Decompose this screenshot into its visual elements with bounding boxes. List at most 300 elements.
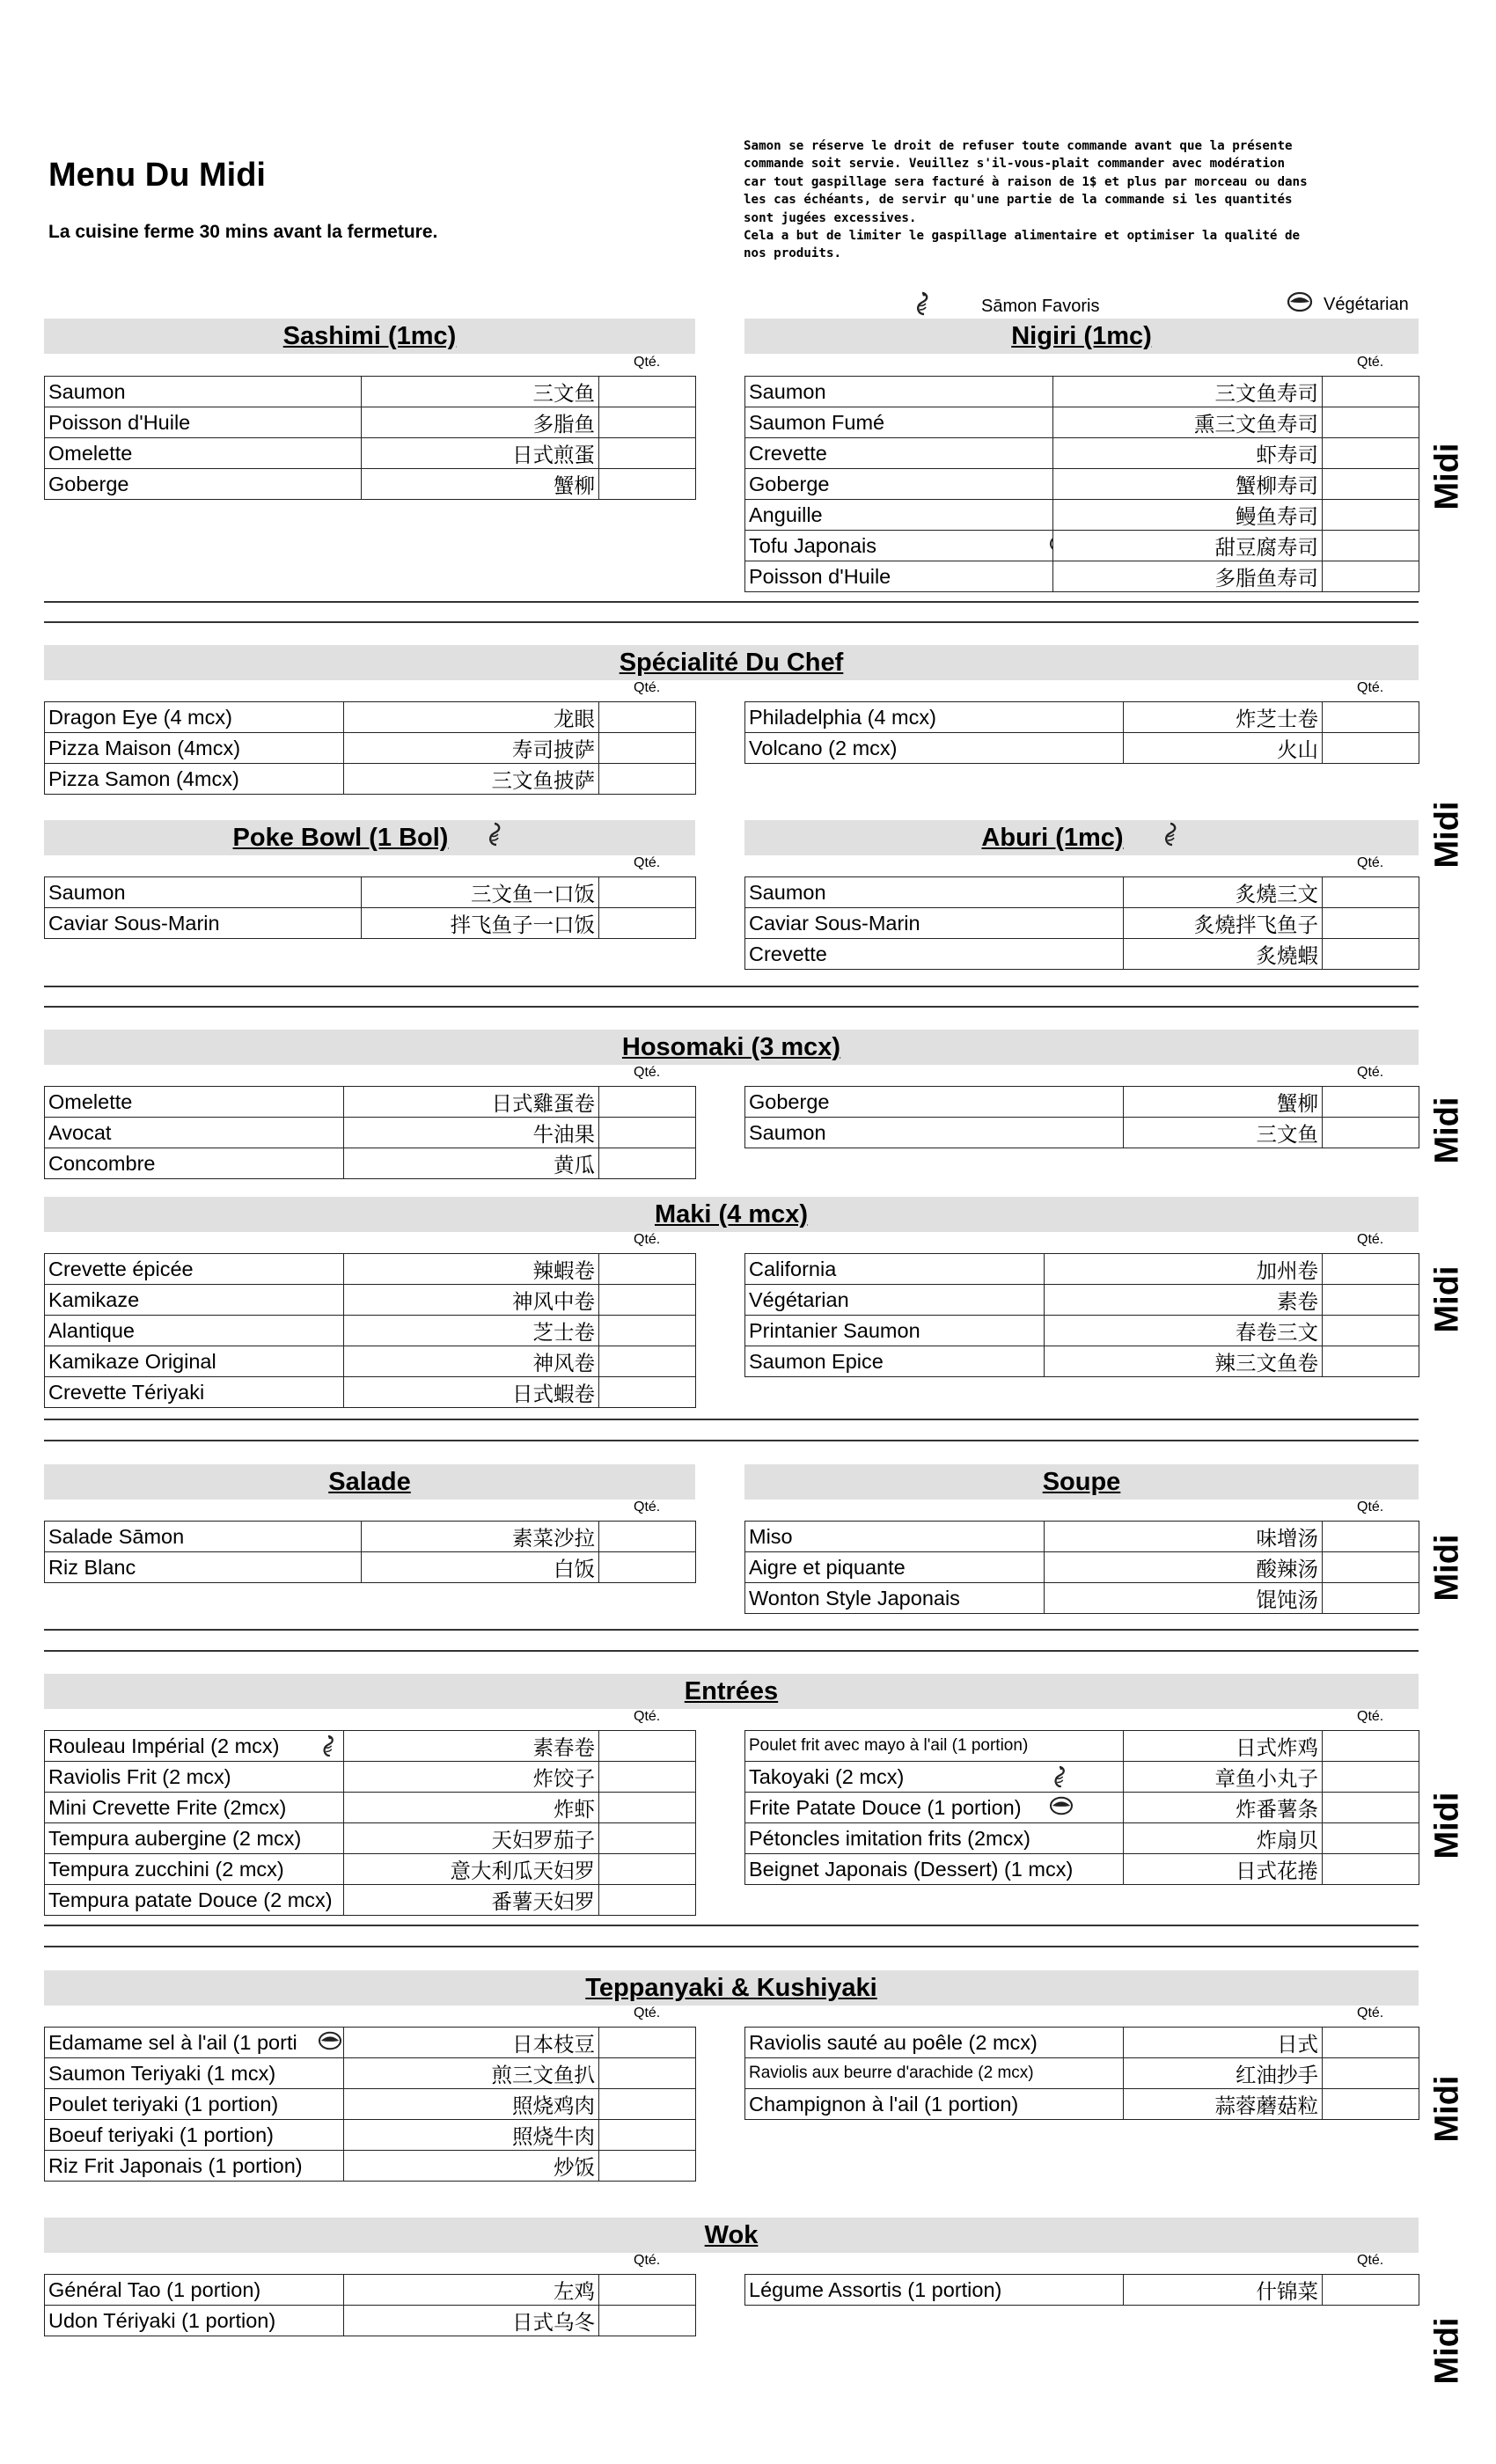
quantity-cell[interactable] bbox=[599, 469, 696, 500]
qty-column-label: Qté. bbox=[634, 2253, 661, 2268]
menu-item-name: Takoyaki (2 mcx) bbox=[749, 1764, 905, 1788]
menu-item-name: Concombre bbox=[48, 1151, 156, 1175]
menu-item-chinese-name: 甜豆腐寿司 bbox=[1053, 531, 1323, 561]
menu-item-name: Tempura aubergine (2 mcx) bbox=[48, 1826, 302, 1850]
menu-item-chinese-name: 牛油果 bbox=[344, 1118, 599, 1148]
menu-item-chinese-name: 日本枝豆 bbox=[344, 2028, 599, 2058]
quantity-cell[interactable] bbox=[1323, 2028, 1419, 2058]
divider bbox=[44, 621, 1419, 623]
menu-item-row bbox=[745, 1731, 1419, 1762]
menu-item-chinese-name: 炸虾 bbox=[344, 1793, 599, 1823]
qty-column-label: Qté. bbox=[634, 355, 661, 370]
menu-item-row bbox=[745, 1854, 1419, 1885]
menu-table bbox=[744, 2274, 1419, 2306]
menu-item-name: Boeuf teriyaki (1 portion) bbox=[48, 2123, 275, 2146]
menu-item-chinese-name: 炒饭 bbox=[344, 2151, 599, 2182]
menu-item-chinese-name: 蟹柳寿司 bbox=[1053, 469, 1323, 500]
quantity-cell[interactable] bbox=[1323, 2089, 1419, 2120]
side-label-midi: Midi bbox=[1428, 2075, 1466, 2143]
quantity-cell[interactable] bbox=[599, 1118, 696, 1148]
quantity-cell[interactable] bbox=[1323, 1522, 1419, 1552]
quantity-cell[interactable] bbox=[1323, 702, 1419, 733]
menu-item-name: Pétoncles imitation frits (2mcx) bbox=[749, 1826, 1030, 1850]
menu-item-row bbox=[45, 1254, 696, 1285]
menu-item-chinese-name: 照烧牛肉 bbox=[344, 2120, 599, 2151]
shrimp-icon bbox=[318, 1734, 339, 1762]
menu-item-name: Dragon Eye (4 mcx) bbox=[48, 705, 232, 729]
menu-item-chinese-name: 章鱼小丸子 bbox=[1124, 1762, 1323, 1793]
divider bbox=[44, 601, 1419, 603]
quantity-cell[interactable] bbox=[599, 908, 696, 939]
menu-item-name: Végétarian bbox=[749, 1287, 849, 1311]
section-sashimi: Sashimi (1mc) bbox=[44, 319, 695, 354]
quantity-cell[interactable] bbox=[1323, 500, 1419, 531]
menu-item-row bbox=[45, 2028, 696, 2058]
menu-item-row bbox=[745, 908, 1419, 939]
quantity-cell[interactable] bbox=[599, 1254, 696, 1285]
quantity-cell[interactable] bbox=[599, 702, 696, 733]
quantity-cell[interactable] bbox=[1323, 877, 1419, 908]
quantity-cell[interactable] bbox=[1323, 531, 1419, 561]
menu-item-row bbox=[45, 407, 696, 438]
menu-item-chinese-name: 日式雞蛋卷 bbox=[344, 1087, 599, 1118]
shrimp-icon bbox=[1159, 821, 1182, 854]
quantity-cell[interactable] bbox=[599, 2275, 696, 2306]
menu-item-chinese-name: 素春卷 bbox=[344, 1731, 599, 1762]
menu-item-name: Aigre et piquante bbox=[749, 1555, 906, 1579]
quantity-cell[interactable] bbox=[599, 407, 696, 438]
section-salade: Salade bbox=[44, 1464, 695, 1500]
qty-column-label: Qté. bbox=[634, 855, 661, 870]
quantity-cell[interactable] bbox=[1323, 1731, 1419, 1762]
quantity-cell[interactable] bbox=[1323, 1254, 1419, 1285]
quantity-cell[interactable] bbox=[1323, 1316, 1419, 1346]
menu-item-name: Omelette bbox=[48, 441, 133, 465]
menu-item-row bbox=[45, 438, 696, 469]
menu-item-name: Mini Crevette Frite (2mcx) bbox=[48, 1795, 287, 1819]
menu-item-chinese-name: 芝士卷 bbox=[344, 1316, 599, 1346]
menu-item-chinese-name: 日式乌冬 bbox=[344, 2306, 599, 2336]
menu-item-row bbox=[745, 1346, 1419, 1377]
menu-item-row bbox=[45, 1148, 696, 1179]
menu-item-name: Salade Sāmon bbox=[48, 1524, 185, 1548]
menu-item-row bbox=[45, 908, 696, 939]
qty-column-label: Qté. bbox=[1357, 1065, 1384, 1080]
menu-table bbox=[744, 701, 1419, 764]
menu-item-chinese-name: 红油抄手 bbox=[1124, 2058, 1323, 2089]
menu-item-chinese-name: 日式蝦卷 bbox=[344, 1377, 599, 1408]
menu-item-chinese-name: 炸扇贝 bbox=[1124, 1823, 1323, 1854]
quantity-cell[interactable] bbox=[599, 2306, 696, 2336]
menu-item-name: California bbox=[749, 1257, 837, 1280]
menu-table bbox=[744, 1086, 1419, 1148]
legend-favoris bbox=[911, 290, 1100, 322]
menu-item-name: Goberge bbox=[749, 1089, 830, 1113]
quantity-cell[interactable] bbox=[1323, 1583, 1419, 1614]
menu-item-chinese-name: 多脂鱼寿司 bbox=[1053, 561, 1323, 592]
menu-table bbox=[744, 876, 1419, 970]
menu-item-row bbox=[45, 1118, 696, 1148]
side-label-midi: Midi bbox=[1428, 1534, 1466, 1602]
quantity-cell[interactable] bbox=[599, 1885, 696, 1916]
menu-item-name: Caviar Sous-Marin bbox=[48, 911, 220, 935]
menu-item-chinese-name: 蟹柳 bbox=[362, 469, 599, 500]
section-nigiri: Nigiri (1mc) bbox=[744, 319, 1419, 354]
menu-item-chinese-name: 鳗鱼寿司 bbox=[1053, 500, 1323, 531]
menu-item-chinese-name: 蒜蓉蘑菇粒 bbox=[1124, 2089, 1323, 2120]
divider bbox=[44, 986, 1419, 987]
menu-item-chinese-name: 炙燒拌飞鱼子 bbox=[1124, 908, 1323, 939]
qty-column-label: Qté. bbox=[634, 1065, 661, 1080]
menu-item-name: Saumon bbox=[749, 880, 826, 904]
menu-item-name: Crevette bbox=[749, 942, 827, 965]
menu-item-row bbox=[45, 2275, 696, 2306]
quantity-cell[interactable] bbox=[1323, 2058, 1419, 2089]
menu-item-chinese-name: 龙眼 bbox=[344, 702, 599, 733]
menu-item-name: Saumon Teriyaki (1 mcx) bbox=[48, 2061, 276, 2085]
menu-item-name: Général Tao (1 portion) bbox=[48, 2277, 261, 2301]
quantity-cell[interactable] bbox=[599, 1148, 696, 1179]
menu-item-chinese-name: 日式花捲 bbox=[1124, 1854, 1323, 1885]
menu-table bbox=[44, 1253, 696, 1408]
menu-table bbox=[744, 1730, 1419, 1885]
menu-item-chinese-name: 酸辣汤 bbox=[1045, 1552, 1323, 1583]
quantity-cell[interactable] bbox=[599, 438, 696, 469]
menu-item-row bbox=[745, 2089, 1419, 2120]
menu-item-row bbox=[745, 1285, 1419, 1316]
menu-item-name: Edamame sel à l'ail (1 porti bbox=[48, 2030, 297, 2054]
menu-item-row bbox=[45, 1552, 696, 1583]
quantity-cell[interactable] bbox=[1323, 1793, 1419, 1823]
menu-item-name: Anguille bbox=[749, 502, 823, 526]
menu-item-chinese-name: 炸番薯条 bbox=[1124, 1793, 1323, 1823]
menu-item-row bbox=[745, 1552, 1419, 1583]
menu-item-name: Frite Patate Douce (1 portion) bbox=[749, 1795, 1022, 1819]
quantity-cell[interactable] bbox=[599, 377, 696, 407]
menu-item-row bbox=[745, 1254, 1419, 1285]
menu-item-chinese-name: 意大利瓜天妇罗 bbox=[344, 1854, 599, 1885]
qty-column-label: Qté. bbox=[1357, 1709, 1384, 1724]
menu-item-name: Philadelphia (4 mcx) bbox=[749, 705, 936, 729]
menu-item-row bbox=[45, 2120, 696, 2151]
quantity-cell[interactable] bbox=[599, 1552, 696, 1583]
menu-item-row bbox=[45, 1522, 696, 1552]
menu-item-chinese-name: 日式煎蛋 bbox=[362, 438, 599, 469]
quantity-cell[interactable] bbox=[1323, 1087, 1419, 1118]
menu-item-name: Saumon bbox=[48, 379, 126, 403]
menu-item-row bbox=[45, 1346, 696, 1377]
qty-column-label: Qté. bbox=[634, 1709, 661, 1724]
quantity-cell[interactable] bbox=[599, 1346, 696, 1377]
menu-item-chinese-name: 什锦菜 bbox=[1124, 2275, 1323, 2306]
quantity-cell[interactable] bbox=[599, 2028, 696, 2058]
menu-item-row bbox=[45, 2058, 696, 2089]
notice-text: Samon se réserve le droit de refuser toute commande avant que la présente commande soit servie. Veuillez s'il-vous-plait commander avec modération car tout gaspillage sera facturé à raison de 1$ et plus par morceau ou dans les cas échéants, de servir qu'une partie de la commande si les quantités sont jugées excessives. Cela a but de limiter le gaspillage alimentaire et optimiser la qualité de nos produits. bbox=[744, 139, 1308, 261]
quantity-cell[interactable] bbox=[599, 764, 696, 795]
quantity-cell[interactable] bbox=[1323, 561, 1419, 592]
quantity-cell[interactable] bbox=[1323, 908, 1419, 939]
menu-item-chinese-name: 三文鱼 bbox=[1124, 1118, 1323, 1148]
quantity-cell[interactable] bbox=[599, 1731, 696, 1762]
qty-column-label: Qté. bbox=[634, 1232, 661, 1247]
qty-column-label: Qté. bbox=[1357, 855, 1384, 870]
menu-item-row bbox=[45, 1316, 696, 1346]
menu-item-row bbox=[45, 2151, 696, 2182]
qty-column-label: Qté. bbox=[634, 1500, 661, 1514]
menu-item-name: Saumon Epice bbox=[749, 1349, 884, 1373]
menu-item-row bbox=[45, 1823, 696, 1854]
menu-table bbox=[744, 2027, 1419, 2120]
quantity-cell[interactable] bbox=[599, 2058, 696, 2089]
section-aburi: Aburi (1mc) bbox=[744, 820, 1419, 855]
menu-item-name: Pizza Maison (4mcx) bbox=[48, 736, 241, 759]
menu-item-row bbox=[45, 2306, 696, 2336]
divider bbox=[44, 1440, 1419, 1441]
divider bbox=[44, 1419, 1419, 1420]
quantity-cell[interactable] bbox=[599, 1377, 696, 1408]
side-label-midi: Midi bbox=[1428, 443, 1466, 510]
menu-item-row bbox=[745, 2275, 1419, 2306]
menu-table bbox=[44, 1086, 696, 1179]
menu-item-chinese-name: 火山 bbox=[1124, 733, 1323, 764]
quantity-cell[interactable] bbox=[1323, 407, 1419, 438]
quantity-cell[interactable] bbox=[1323, 1346, 1419, 1377]
menu-item-row bbox=[745, 531, 1419, 561]
divider bbox=[44, 1006, 1419, 1008]
quantity-cell[interactable] bbox=[1323, 939, 1419, 970]
menu-item-chinese-name: 左鸡 bbox=[344, 2275, 599, 2306]
menu-item-chinese-name: 寿司披萨 bbox=[344, 733, 599, 764]
section-chef: Spécialité Du Chef bbox=[44, 645, 1419, 680]
menu-table bbox=[44, 1521, 696, 1583]
menu-item-row bbox=[45, 1793, 696, 1823]
menu-item-chinese-name: 日式炸鸡 bbox=[1124, 1731, 1323, 1762]
menu-item-name: Saumon Fumé bbox=[749, 410, 885, 434]
menu-item-row bbox=[745, 733, 1419, 764]
qty-column-label: Qté. bbox=[1357, 680, 1384, 695]
menu-item-row bbox=[45, 2089, 696, 2120]
qty-column-label: Qté. bbox=[1357, 1232, 1384, 1247]
menu-item-name: Saumon bbox=[749, 1120, 826, 1144]
menu-table bbox=[44, 1730, 696, 1916]
quantity-cell[interactable] bbox=[1323, 1118, 1419, 1148]
menu-item-chinese-name: 炙燒三文 bbox=[1124, 877, 1323, 908]
divider bbox=[44, 1629, 1419, 1631]
quantity-cell[interactable] bbox=[1323, 733, 1419, 764]
menu-item-row bbox=[45, 469, 696, 500]
menu-item-row bbox=[45, 377, 696, 407]
menu-item-chinese-name: 三文鱼一口饭 bbox=[362, 877, 599, 908]
menu-item-name: Pizza Samon (4mcx) bbox=[48, 766, 239, 790]
quantity-cell[interactable] bbox=[1323, 1854, 1419, 1885]
leaf-icon bbox=[318, 2030, 342, 2057]
menu-item-row bbox=[745, 2058, 1419, 2089]
menu-item-row bbox=[45, 877, 696, 908]
menu-item-chinese-name: 馄饨汤 bbox=[1045, 1583, 1323, 1614]
menu-item-row bbox=[745, 1522, 1419, 1552]
menu-item-name: Crevette Tériyaki bbox=[48, 1380, 205, 1404]
qty-column-label: Qté. bbox=[634, 680, 661, 695]
menu-item-chinese-name: 神风中卷 bbox=[344, 1285, 599, 1316]
menu-item-name: Raviolis aux beurre d'arachide (2 mcx) bbox=[749, 2064, 1034, 2082]
section-poke: Poke Bowl (1 Bol) bbox=[44, 820, 695, 855]
quantity-cell[interactable] bbox=[599, 1793, 696, 1823]
quantity-cell[interactable] bbox=[1323, 469, 1419, 500]
section-entrees: Entrées bbox=[44, 1674, 1419, 1709]
menu-item-row bbox=[45, 1731, 696, 1762]
menu-item-row bbox=[745, 500, 1419, 531]
divider bbox=[44, 1925, 1419, 1926]
menu-item-name: Wonton Style Japonais bbox=[749, 1586, 960, 1610]
side-label-midi: Midi bbox=[1428, 1096, 1466, 1164]
menu-item-row bbox=[745, 438, 1419, 469]
shrimp-icon bbox=[1049, 379, 1053, 407]
menu-item-chinese-name: 三文鱼披萨 bbox=[344, 764, 599, 795]
menu-item-chinese-name: 拌飞鱼子一口饭 bbox=[362, 908, 599, 939]
menu-item-row bbox=[745, 1793, 1419, 1823]
menu-item-name: Champignon à l'ail (1 portion) bbox=[749, 2092, 1019, 2116]
shrimp-icon bbox=[483, 821, 506, 854]
menu-item-name: Poisson d'Huile bbox=[48, 410, 191, 434]
section-wok: Wok bbox=[44, 2218, 1419, 2253]
side-label-midi: Midi bbox=[1428, 1265, 1466, 1333]
menu-item-name: Printanier Saumon bbox=[749, 1318, 920, 1342]
qty-column-label: Qté. bbox=[1357, 355, 1384, 370]
menu-item-chinese-name: 照烧鸡肉 bbox=[344, 2089, 599, 2120]
menu-item-row bbox=[745, 877, 1419, 908]
menu-item-name: Saumon bbox=[48, 880, 126, 904]
quantity-cell[interactable] bbox=[599, 2089, 696, 2120]
menu-item-row bbox=[745, 2028, 1419, 2058]
divider bbox=[44, 1946, 1419, 1947]
menu-item-row bbox=[745, 1118, 1419, 1148]
menu-item-name: Miso bbox=[749, 1524, 793, 1548]
menu-item-name: Raviolis sauté au poêle (2 mcx) bbox=[749, 2030, 1038, 2054]
quantity-cell[interactable] bbox=[599, 1522, 696, 1552]
menu-item-chinese-name: 三文鱼寿司 bbox=[1053, 377, 1323, 407]
quantity-cell[interactable] bbox=[1323, 2275, 1419, 2306]
quantity-cell[interactable] bbox=[599, 2120, 696, 2151]
menu-item-name: Poisson d'Huile bbox=[749, 564, 891, 588]
menu-item-row bbox=[745, 561, 1419, 592]
menu-item-row bbox=[45, 1285, 696, 1316]
menu-item-chinese-name: 多脂鱼 bbox=[362, 407, 599, 438]
qty-column-label: Qté. bbox=[1357, 2006, 1384, 2020]
menu-item-name: Kamikaze Original bbox=[48, 1349, 216, 1373]
quantity-cell[interactable] bbox=[1323, 1285, 1419, 1316]
menu-item-name: Poulet teriyaki (1 portion) bbox=[48, 2092, 279, 2116]
quantity-cell[interactable] bbox=[1323, 1552, 1419, 1583]
menu-item-name: Alantique bbox=[48, 1318, 135, 1342]
menu-item-name: Raviolis Frit (2 mcx) bbox=[48, 1764, 231, 1788]
menu-item-name: Crevette bbox=[749, 441, 827, 465]
quantity-cell[interactable] bbox=[599, 1762, 696, 1793]
menu-table bbox=[44, 2027, 696, 2182]
page-title: Menu Du Midi bbox=[48, 157, 266, 194]
menu-item-row bbox=[745, 1762, 1419, 1793]
menu-item-chinese-name: 蟹柳 bbox=[1124, 1087, 1323, 1118]
menu-item-row bbox=[45, 1087, 696, 1118]
section-maki: Maki (4 mcx) bbox=[44, 1197, 1419, 1232]
shrimp-icon bbox=[1049, 441, 1053, 469]
qty-column-label: Qté. bbox=[1357, 2253, 1384, 2268]
menu-item-row bbox=[745, 702, 1419, 733]
menu-item-name: Tempura zucchini (2 mcx) bbox=[48, 1857, 284, 1881]
quantity-cell[interactable] bbox=[1323, 377, 1419, 407]
menu-item-name: Avocat bbox=[48, 1120, 112, 1144]
menu-item-chinese-name: 炙燒蝦 bbox=[1124, 939, 1323, 970]
menu-item-name: Légume Assortis (1 portion) bbox=[749, 2277, 1002, 2301]
qty-column-label: Qté. bbox=[634, 2006, 661, 2020]
leaf-icon bbox=[1049, 1795, 1074, 1822]
menu-item-row bbox=[45, 702, 696, 733]
quantity-cell[interactable] bbox=[1323, 438, 1419, 469]
quantity-cell[interactable] bbox=[599, 2151, 696, 2182]
shrimp-icon bbox=[1049, 410, 1053, 438]
leaf-icon bbox=[1287, 290, 1313, 319]
menu-item-row bbox=[745, 1823, 1419, 1854]
menu-item-name: Tempura patate Douce (2 mcx) bbox=[48, 1888, 333, 1911]
quantity-cell[interactable] bbox=[599, 733, 696, 764]
legend-favoris-label: Sāmon Favoris bbox=[981, 296, 1100, 316]
quantity-cell[interactable] bbox=[599, 1854, 696, 1885]
menu-item-chinese-name: 日式 bbox=[1124, 2028, 1323, 2058]
menu-item-name: Goberge bbox=[749, 472, 830, 495]
menu-item-name: Udon Tériyaki (1 portion) bbox=[48, 2308, 276, 2332]
menu-item-chinese-name: 素菜沙拉 bbox=[362, 1522, 599, 1552]
menu-item-chinese-name: 番薯天妇罗 bbox=[344, 1885, 599, 1916]
menu-item-chinese-name: 煎三文鱼扒 bbox=[344, 2058, 599, 2089]
quantity-cell[interactable] bbox=[599, 877, 696, 908]
menu-item-name: Beignet Japonais (Dessert) (1 mcx) bbox=[749, 1857, 1074, 1881]
menu-item-chinese-name: 熏三文鱼寿司 bbox=[1053, 407, 1323, 438]
menu-item-name: Riz Blanc bbox=[48, 1555, 136, 1579]
menu-table bbox=[44, 876, 696, 939]
quantity-cell[interactable] bbox=[599, 1823, 696, 1854]
menu-item-row bbox=[45, 764, 696, 795]
menu-item-name: Crevette épicée bbox=[48, 1257, 194, 1280]
menu-item-row bbox=[745, 939, 1419, 970]
quantity-cell[interactable] bbox=[599, 1087, 696, 1118]
menu-item-row bbox=[745, 469, 1419, 500]
menu-item-chinese-name: 辣三文鱼卷 bbox=[1045, 1346, 1323, 1377]
menu-item-chinese-name: 黄瓜 bbox=[344, 1148, 599, 1179]
quantity-cell[interactable] bbox=[1323, 1762, 1419, 1793]
menu-item-row bbox=[745, 1583, 1419, 1614]
menu-item-row bbox=[45, 733, 696, 764]
menu-item-row bbox=[45, 1885, 696, 1916]
menu-item-name: Tofu Japonais bbox=[749, 533, 877, 557]
quantity-cell[interactable] bbox=[1323, 1823, 1419, 1854]
legend-vegetarian-label: Végétarian bbox=[1324, 294, 1409, 314]
menu-item-chinese-name: 炸饺子 bbox=[344, 1762, 599, 1793]
side-label-midi: Midi bbox=[1428, 801, 1466, 869]
quantity-cell[interactable] bbox=[599, 1285, 696, 1316]
section-teppanyaki: Teppanyaki & Kushiyaki bbox=[44, 1970, 1419, 2006]
menu-item-chinese-name: 天妇罗茄子 bbox=[344, 1823, 599, 1854]
menu-item-row bbox=[745, 407, 1419, 438]
menu-item-row bbox=[45, 1854, 696, 1885]
menu-item-chinese-name: 虾寿司 bbox=[1053, 438, 1323, 469]
menu-item-chinese-name: 素卷 bbox=[1045, 1285, 1323, 1316]
quantity-cell[interactable] bbox=[599, 1316, 696, 1346]
menu-table bbox=[744, 1253, 1419, 1377]
divider bbox=[44, 1650, 1419, 1652]
menu-item-name: Saumon bbox=[749, 379, 826, 403]
qty-column-label: Qté. bbox=[1357, 1500, 1384, 1514]
menu-table bbox=[44, 701, 696, 795]
menu-item-row bbox=[45, 1377, 696, 1408]
